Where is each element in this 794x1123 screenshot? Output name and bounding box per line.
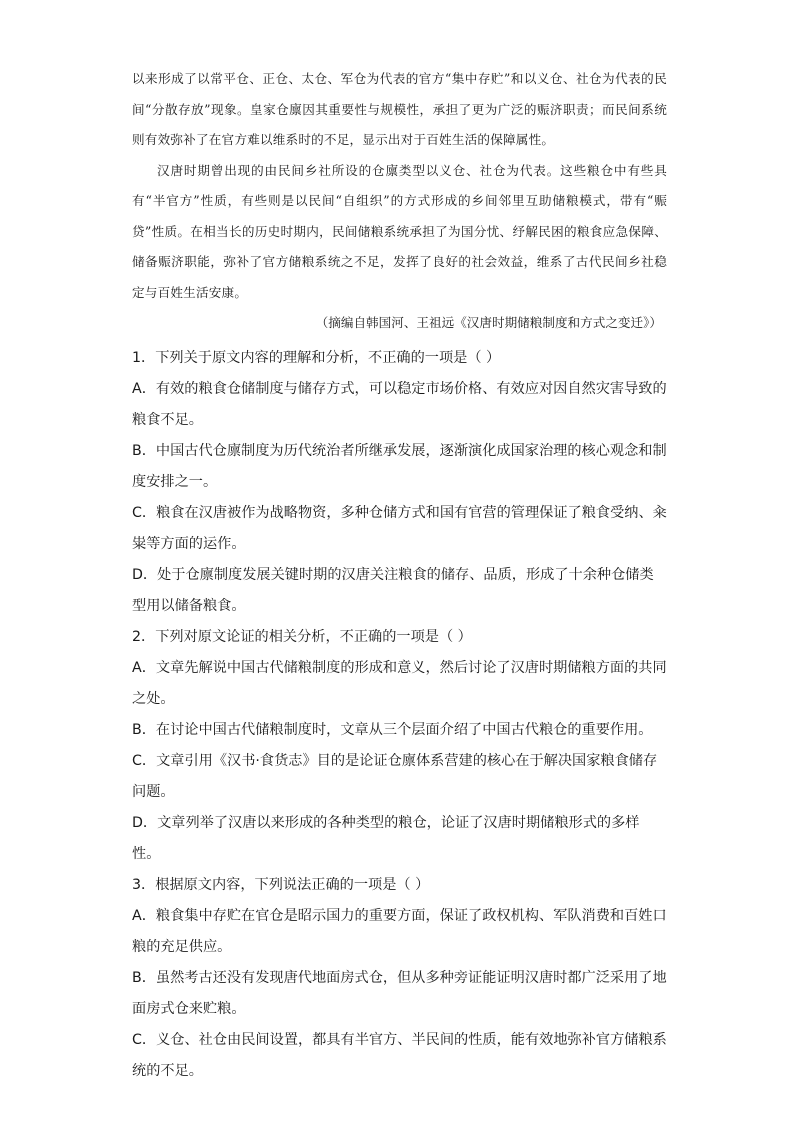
option-d: D．文章列举了汉唐以来形成的各种类型的粮仓，论证了汉唐时期储粮形式的多样性。 bbox=[132, 815, 640, 862]
option-c: C．义仓、社仓由民间设置，都具有半官方、半民间的性质，能有效地弥补官方储粮系统的不足。 bbox=[132, 1032, 667, 1079]
option-d: D．处于仓廪制度发展关键时期的汉唐关注粮食的储存、品质，形成了十余种仓储类型用以储备粮食。 bbox=[132, 567, 654, 614]
option-c: C．粮食在汉唐被作为战略物资，多种仓储方式和国有官营的管理保证了粮食受纳、籴粜等方面的运作。 bbox=[132, 505, 667, 552]
question-1 bbox=[132, 343, 667, 622]
passage-source: （摘编自韩国河、王祖远《汉唐时期储粮制度和方式之变迁》） bbox=[315, 315, 662, 330]
option-b: B．在讨论中国古代储粮制度时，文章从三个层面介绍了中国古代粮仓的重要作用。 bbox=[132, 722, 653, 738]
question-3 bbox=[132, 870, 667, 1087]
question-stem: 1．下列关于原文内容的理解和分析，不正确的一项是（ ） bbox=[132, 350, 501, 366]
question-stem: 2．下列对原文论证的相关分析，不正确的一项是（ ） bbox=[132, 629, 472, 645]
question-stem: 3．根据原文内容，下列说法正确的一项是（ ） bbox=[132, 877, 430, 893]
option-b: B．中国古代仓廪制度为历代统治者所继承发展，逐渐演化成国家治理的核心观念和制度安排之一。 bbox=[132, 443, 667, 490]
passage-text bbox=[132, 64, 667, 308]
option-a: A．文章先解说中国古代储粮制度的形成和意义，然后讨论了汉唐时期储粮方面的共同之处。 bbox=[132, 660, 667, 707]
option-a: A．有效的粮食仓储制度与储存方式，可以稳定市场价格、有效应对因自然灾害导致的粮食不足。 bbox=[132, 381, 667, 428]
option-b: B．虽然考古还没有发现唐代地面房式仓，但从多种旁证能证明汉唐时都广泛采用了地面房式仓来贮粮。 bbox=[132, 970, 667, 1017]
question-list bbox=[132, 343, 667, 1087]
passage-paragraph: 以来形成了以常平仓、正仓、太仓、军仓为代表的官方“集中存贮”和以义仓、社仓为代表的民间“分散存放”现象。皇家仓廪因其重要性与规模性，承担了更为广泛的赈济职责；而民间系统则有效弥补了在官方难以维系时的不足，显示出对于百姓生活的保障属性。 bbox=[132, 71, 667, 147]
option-a: A．粮食集中存贮在官仓是昭示国力的重要方面，保证了政权机构、军队消费和百姓口粮的充足供应。 bbox=[132, 908, 667, 955]
question-2 bbox=[132, 622, 667, 870]
option-c: C．文章引用《汉书·食货志》目的是论证仓廪体系营建的核心在于解决国家粮食储存问题。 bbox=[132, 753, 658, 800]
passage-paragraph: 汉唐时期曾出现的由民间乡社所设的仓廪类型以义仓、社仓为代表。这些粮仓中有些具有“半官方”性质，有些则是以民间“自组织”的方式形成的乡间邻里互助储粮模式，带有“赈贷”性质。在相当长的历史时期内，民间储粮系统承担了为国分忧、纾解民困的粮食应急保障、储备赈济职能，弥补了官方储粮系统之不足，发挥了良好的社会效益，维系了古代民间乡社稳定与百姓生活安康。 bbox=[132, 162, 667, 300]
